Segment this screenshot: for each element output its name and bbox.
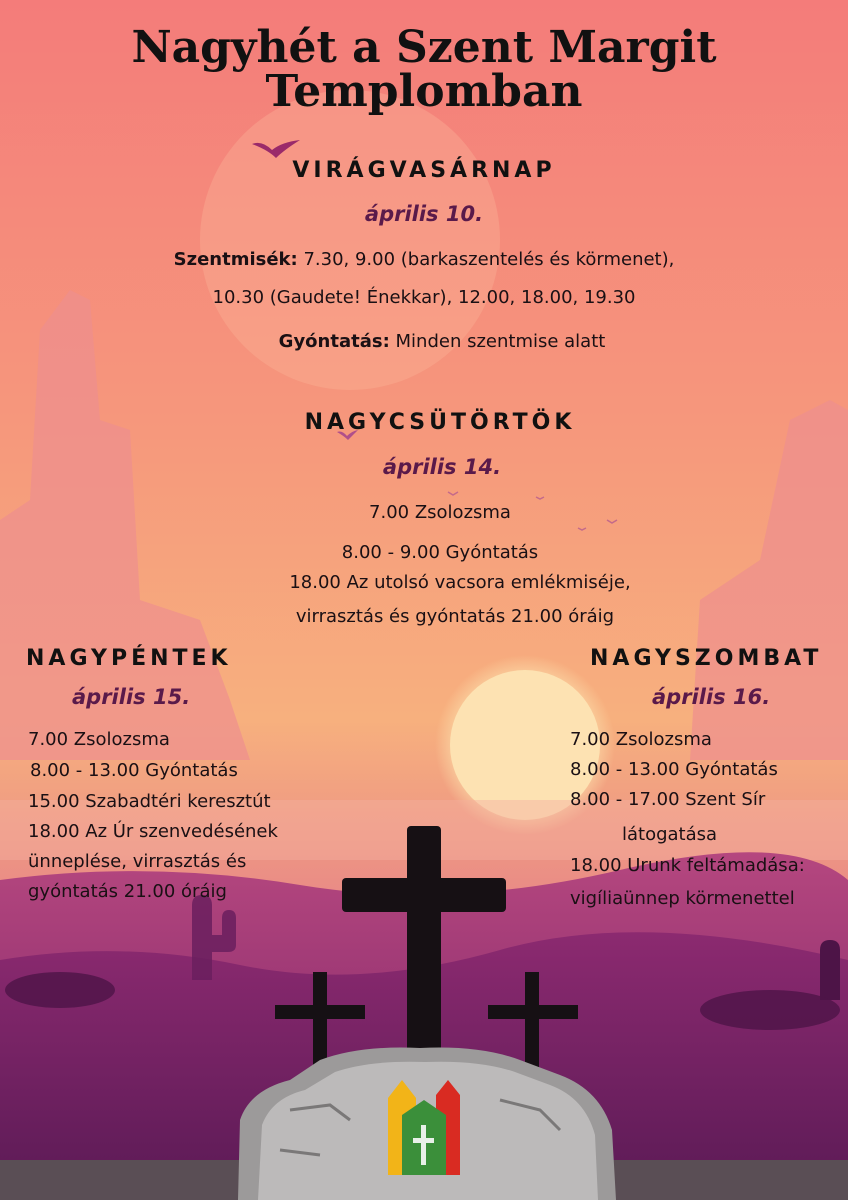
mass-label: Szentmisék: bbox=[173, 249, 298, 270]
saturday-date: április 16. bbox=[652, 685, 771, 709]
friday-line: 8.00 - 13.00 Gyóntatás bbox=[30, 760, 238, 781]
sunday-mass-line-2: 10.30 (Gaudete! Énekkar), 12.00, 18.00, 19.30 bbox=[212, 287, 636, 308]
friday-line: 18.00 Az Úr szenvedésének bbox=[28, 821, 278, 842]
thursday-line: 8.00 - 9.00 Gyóntatás bbox=[341, 542, 539, 563]
thursday-heading: NAGYCSÜTÖRTÖK bbox=[304, 410, 576, 435]
page-title bbox=[0, 22, 848, 117]
mass-times: 7.30, 9.00 (barkaszentelés és körmenet), bbox=[297, 249, 675, 270]
sunday-confession bbox=[0, 330, 848, 354]
friday-line: 15.00 Szabadtéri keresztút bbox=[28, 791, 271, 812]
saturday-line: 18.00 Urunk feltámadása: bbox=[570, 855, 805, 876]
sunday-heading: VIRÁGVASÁRNAP bbox=[292, 158, 556, 183]
sunday-mass-line-1 bbox=[0, 248, 848, 272]
title-line-1: Nagyhét a Szent Margit bbox=[131, 22, 717, 73]
thursday-line: 18.00 Az utolsó vacsora emlékmiséje, bbox=[289, 572, 631, 593]
friday-date: április 15. bbox=[72, 685, 191, 709]
title-line-2: Templomban bbox=[265, 66, 583, 117]
friday-line: ünneplése, virrasztás és bbox=[28, 851, 247, 872]
cactus-right bbox=[820, 940, 840, 1000]
friday-line: gyóntatás 21.00 óráig bbox=[28, 881, 227, 902]
confession-label: Gyóntatás: bbox=[278, 331, 390, 352]
saturday-heading: NAGYSZOMBAT bbox=[590, 646, 823, 671]
saturday-line: 8.00 - 13.00 Gyóntatás bbox=[570, 759, 778, 780]
saturday-line: 7.00 Zsolozsma bbox=[570, 729, 712, 750]
confession-text: Minden szentmise alatt bbox=[389, 331, 606, 352]
saturday-line: vigíliaünnep körmenettel bbox=[570, 888, 795, 909]
friday-line: 7.00 Zsolozsma bbox=[28, 729, 170, 750]
thursday-line: 7.00 Zsolozsma bbox=[369, 502, 511, 523]
saturday-line: látogatása bbox=[622, 824, 718, 845]
saturday-line: 8.00 - 17.00 Szent Sír bbox=[570, 789, 766, 810]
thursday-date: április 14. bbox=[382, 455, 502, 479]
thursday-line: virrasztás és gyóntatás 21.00 óráig bbox=[295, 606, 615, 627]
friday-heading: NAGYPÉNTEK bbox=[26, 646, 232, 671]
sunday-date: április 10. bbox=[364, 202, 484, 226]
